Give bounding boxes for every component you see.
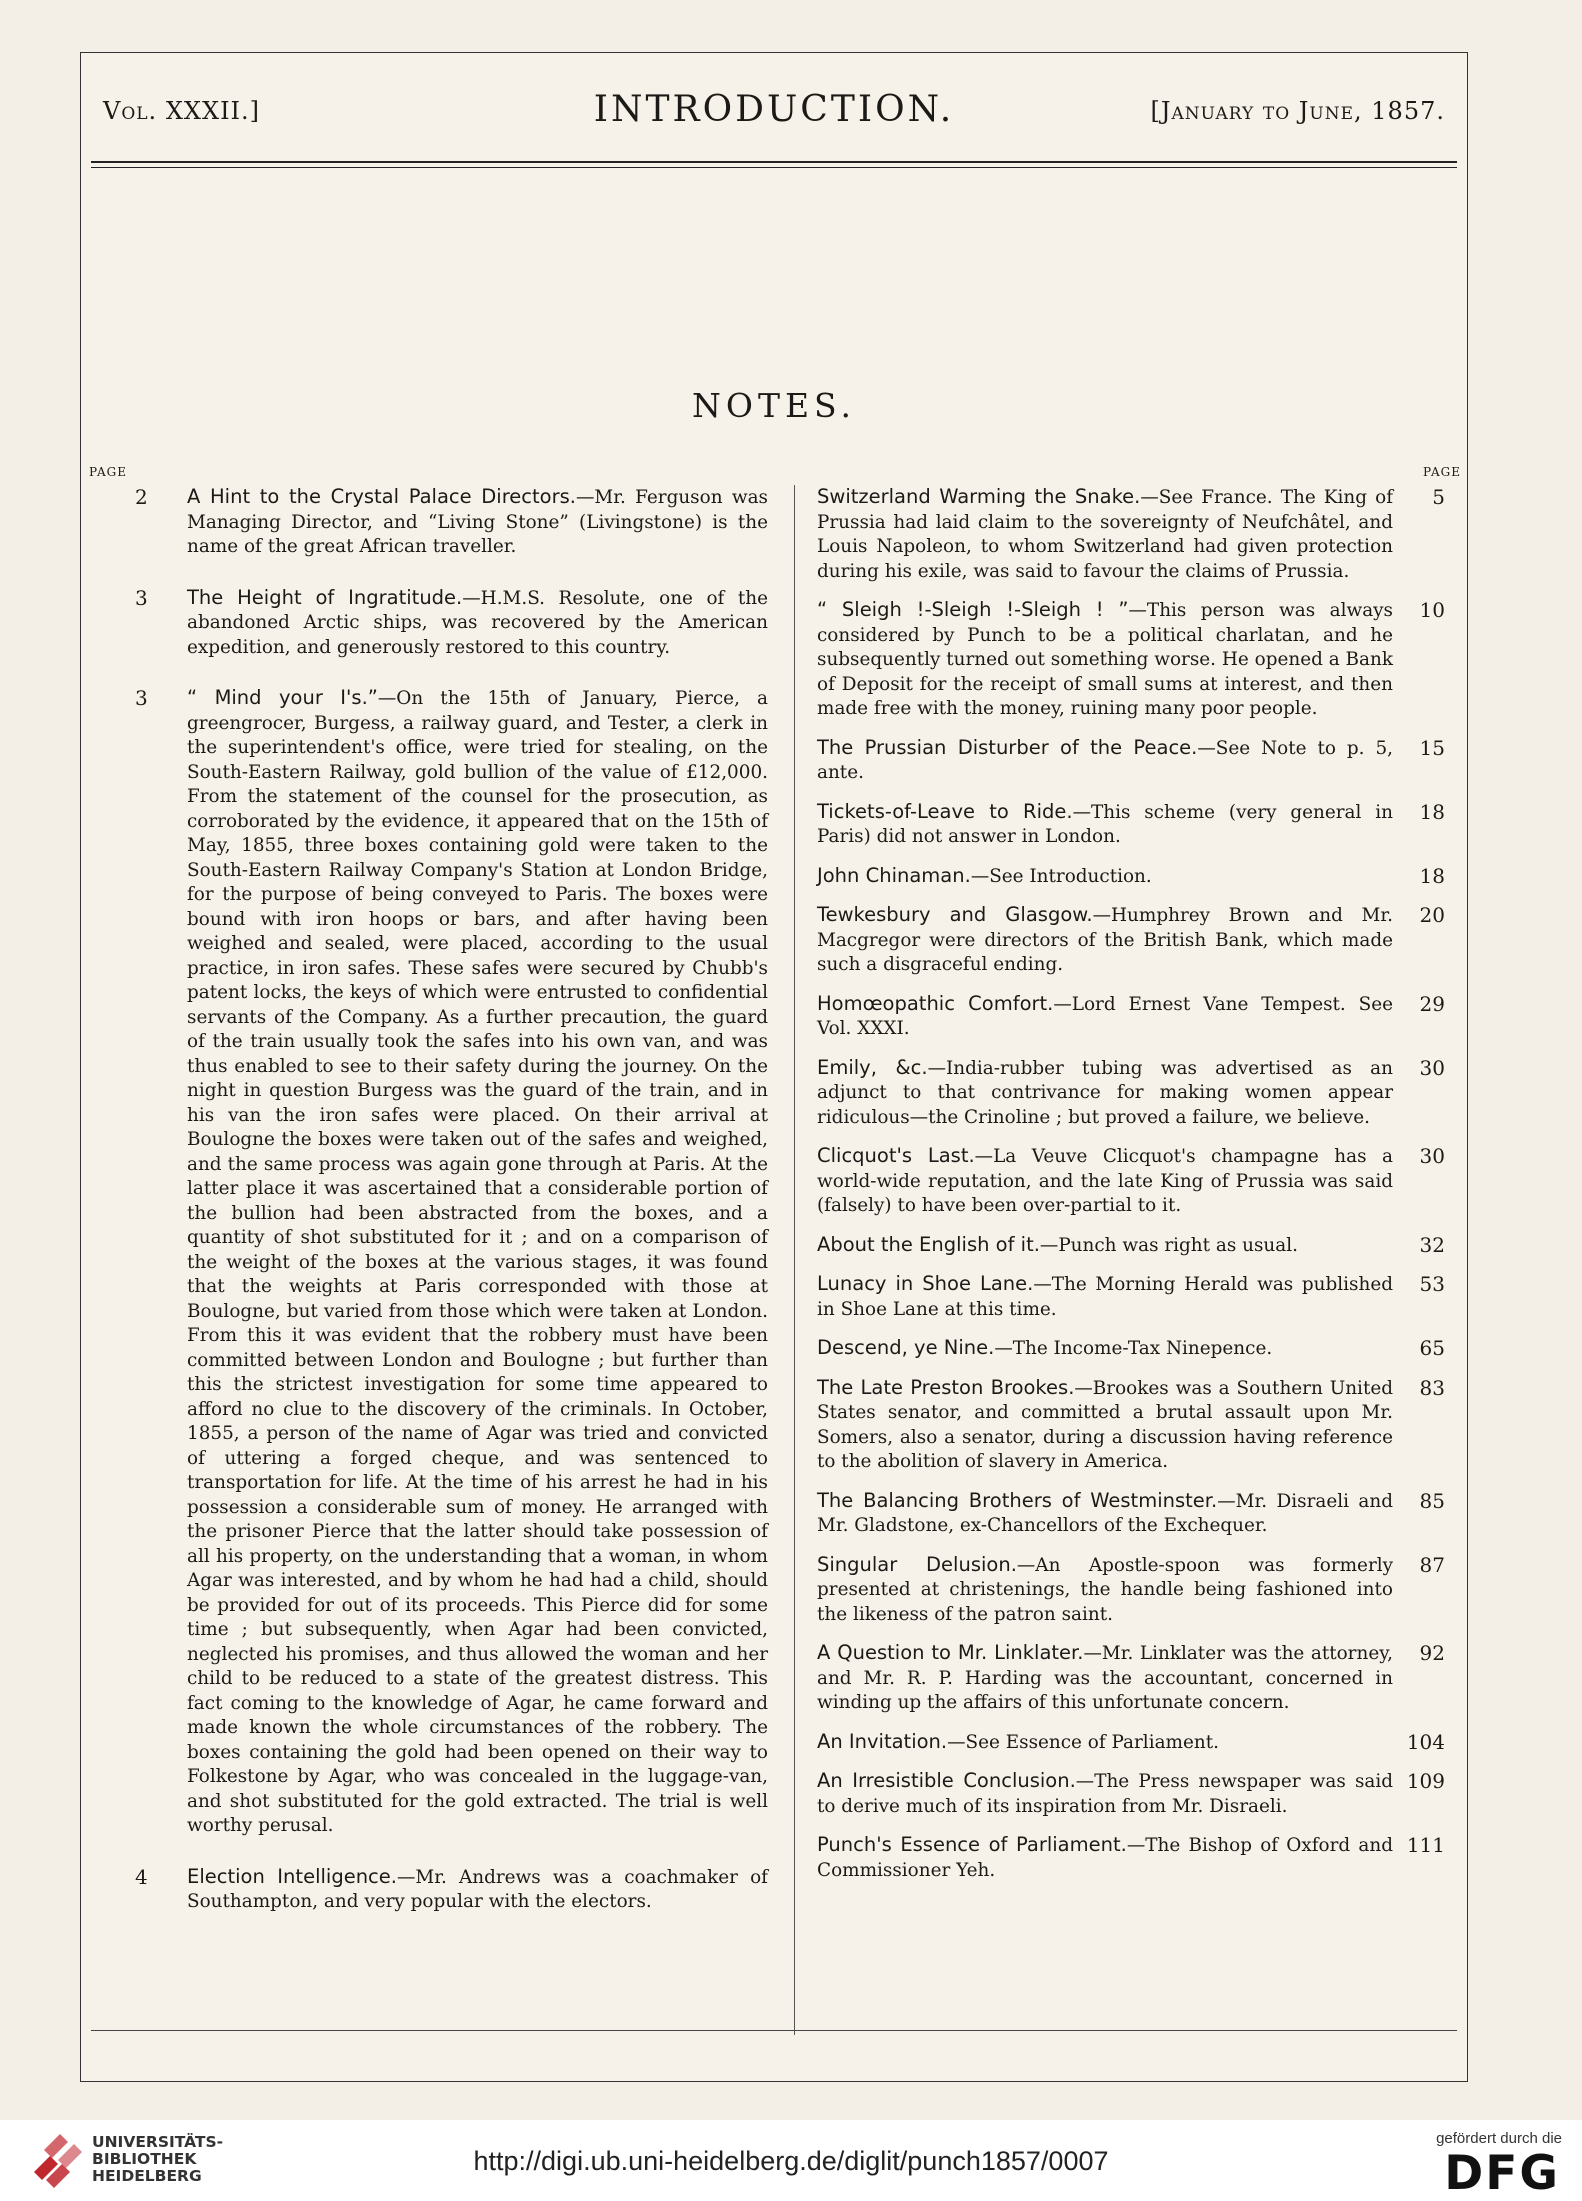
note-page-number: 83 (1419, 1375, 1445, 1400)
note-page-number: 65 (1419, 1336, 1445, 1360)
note-text: —Lord Ernest Vane Tempest. See Vol. XXXI. (817, 993, 1393, 1039)
note-entry (793, 1376, 1451, 1475)
note-page-number: 15 (1419, 735, 1445, 760)
note-text: —An Apostle-spoon was formerly presented at christenings, the handle being fashioned into the likeness of the patron saint. (817, 1554, 1394, 1625)
note-page-number: 3 (135, 686, 148, 710)
note-page-number: 29 (1419, 991, 1445, 1016)
note-entry (793, 1489, 1451, 1539)
note-heading: Punch's Essence of Parliament. (817, 1833, 1127, 1856)
dfg-logo: DFG (1444, 2146, 1560, 2201)
note-page-number: 87 (1419, 1552, 1445, 1577)
note-text: —Humphrey Brown and Mr. Macgregor were directors of the British Bank, which made such a disgraceful ending. (817, 905, 1394, 975)
note-text: —Brookes was a Southern United States senator, and committed a brutal assault upon Mr. Somers, also a senator, during a discussion having reference to the abolition of slavery in America. (817, 1377, 1393, 1472)
note-heading: The Balancing Brothers of Westminster. (817, 1488, 1218, 1512)
note-page-number: 104 (1406, 1729, 1445, 1754)
note-entry (123, 686, 768, 1839)
source-url-link[interactable]: http://digi.ub.uni-heidelberg.de/diglit/punch1857/0007 (473, 2146, 1109, 2176)
notes-column-left (123, 485, 768, 1915)
funded-by-label: gefördert durch die (1436, 2130, 1562, 2147)
bottom-rule (91, 2030, 1457, 2031)
notes-heading: NOTES. (692, 386, 856, 425)
note-text: —H.M.S. Resolute, one of the abandoned Arctic ships, was recovered by the American expedition, and generously restored to this country. (187, 587, 768, 658)
header-rule-thin (91, 167, 1457, 168)
note-page-number: 30 (1419, 1144, 1445, 1168)
note-heading: About the English of it. (817, 1232, 1040, 1256)
note-page-number: 5 (1432, 485, 1445, 509)
note-text: —Mr. Ferguson was Managing Director, and “Living Stone” (Livingstone) is the name of the great African traveller. (187, 487, 768, 557)
page-column-label-left: PAGE (89, 465, 127, 479)
note-entry (793, 1641, 1451, 1716)
note-heading: The Prussian Disturber of the Peace. (817, 735, 1198, 759)
note-entry (793, 1730, 1451, 1756)
date-range-label: [January to June, 1857. (1150, 97, 1445, 125)
note-text: —Mr. Linklater was the attorney, and Mr. R. P. Harding was the accountant, concerned in winding up the affairs of this unfortunate concern. (817, 1643, 1393, 1713)
note-heading: “ Sleigh !-Sleigh !-Sleigh ! ” (817, 598, 1129, 621)
note-heading: A Hint to the Crystal Palace Directors. (187, 485, 576, 508)
note-heading: The Late Preston Brookes. (817, 1375, 1075, 1399)
page-title: INTRODUCTION. (593, 89, 955, 130)
note-heading: Election Intelligence. (187, 1864, 397, 1888)
note-text: —Punch was right as usual. (1039, 1234, 1298, 1256)
note-page-number: 20 (1419, 903, 1445, 927)
note-page-number: 18 (1419, 799, 1445, 824)
note-page-number: 18 (1419, 863, 1445, 888)
note-entry (123, 586, 768, 661)
digitization-footer (0, 2120, 1582, 2201)
note-heading: Lunacy in Shoe Lane. (817, 1272, 1034, 1295)
note-entry (793, 598, 1451, 722)
page-column-label-right: PAGE (1423, 465, 1461, 479)
note-entry (793, 485, 1451, 584)
note-text: —See Introduction. (970, 865, 1152, 887)
note-text: —The Bishop of Oxford and Commissioner Yeh. (817, 1835, 1393, 1881)
header-rule (91, 161, 1457, 163)
note-entry (123, 1865, 768, 1915)
note-heading: Tickets-of-Leave to Ride. (817, 799, 1073, 823)
note-entry (793, 1553, 1451, 1628)
note-heading: An Irresistible Conclusion. (817, 1769, 1076, 1792)
note-page-number: 111 (1406, 1833, 1445, 1857)
note-entry (793, 1833, 1451, 1883)
note-page-number: 109 (1406, 1769, 1445, 1793)
note-page-number: 4 (135, 1864, 148, 1889)
note-text: —The Press newspaper was said to derive much of its inspiration from Mr. Disraeli. (817, 1771, 1394, 1817)
note-text: —On the 15th of January, Pierce, a greengrocer, Burgess, a railway guard, and Tester, a clerk in the superintendent's office, were tried for stealing, on the South-Eastern Railway, gold bullion of the value of £12,000. From the statement of the counsel for the prosecution, as corroborated by the evidence, it appeared that on the 15th of May, 1855, three boxes containing gold were taken to the South-Eastern Railway Company's Station at London Bridge, for the purpose of being conveyed to Paris. The boxes were bound with iron hoops or bars, and after having been weighed and sealed, were placed, according to the usual practice, in iron safes. These safes were secured by Chubb's patent locks, the keys of which were entrusted to confidential servants of the Company. As a further precaution, the guard of the train usually took the safes into his own van, and was thus enabled to see to their safety during the journey. On the night in question Burgess was the guard of the train, and in his van the iron safes were placed. On their arrival at Boulogne the boxes were taken out of the safes and weighed, and the same process was again gone through at Paris. At the latter place it was ascertained that a considerable portion of the bullion had been abstracted from the boxes, and a quantity of shot substituted for it ; and on a comparison of the weight of the boxes at the various stages, it was found that the weights at Paris corresponded with those at Boulogne, but varied from those which were taken at London. From this it was evident that the robbery must have been committed between London and Boulogne ; but further than this the strictest investigation for some time appeared to afford no clue to the discovery of the criminals. In October, 1855, a person of the name of Agar was tried and convicted of uttering a forged cheque, and was sentenced to transportation for life. At the time of his arrest he had in his possession a considerable sum of money. He arranged with the prisoner Pierce that the latter should take possession of all his property, on the understanding that a woman, in whom Agar was interested, and by whom he had had a child, should be provided for out of its proceeds. This Pierce did for some time ; but subsequently, when Agar had been convicted, neglected his promises, and thus allowed the woman and her child to be reduced to a state of the greatest distress. This fact coming to the knowledge of Agar, he came forward and made known the whole circumstances of the robbery. The boxes containing the gold had been opened on their way to Folkestone by Agar, who was concealed in the luggage-van, and shot substituted for the gold extracted. The trial is well worthy perusal. (187, 688, 768, 1836)
note-page-number: 2 (135, 485, 148, 509)
note-entry (793, 1272, 1451, 1322)
note-text: —This scheme (very general in Paris) did not answer in London. (817, 801, 1393, 847)
note-heading: Singular Delusion. (817, 1552, 1017, 1576)
university-library-name: UNIVERSITÄTS- BIBLIOTHEK HEIDELBERG (92, 2133, 224, 2185)
note-page-number: 85 (1419, 1488, 1445, 1513)
note-entry (793, 903, 1451, 978)
note-text: —See France. The King of Prussia had laid claim to the sovereignty of Neufchâtel, and Louis Napoleon, to whom Switzerland had given protection during his exile, was said to favour the claims of Prussia. (817, 487, 1393, 582)
note-entry (793, 1336, 1451, 1362)
note-heading: Switzerland Warming the Snake. (817, 485, 1141, 508)
note-text: —This person was always considered by Punch to be a political charlatan, and he subsequently turned out something worse. He opened a Bank of Deposit for the receipt of small sums at interest, and then made free with the money, ruining many poor people. (817, 600, 1393, 719)
note-text: —The Morning Herald was published in Shoe Lane at this time. (817, 1274, 1393, 1320)
note-text: —La Veuve Clicquot's champagne has a world-wide reputation, and the late King of Prussia was said (falsely) to have been over-partial to it. (817, 1146, 1393, 1216)
note-entry (793, 992, 1451, 1042)
note-heading: A Question to Mr. Linklater. (817, 1641, 1084, 1664)
note-page-number: 30 (1419, 1055, 1445, 1080)
note-entry (793, 1769, 1451, 1819)
note-heading: Homœopathic Comfort. (817, 991, 1054, 1015)
note-heading: Descend, ye Nine. (817, 1336, 995, 1359)
note-entry (793, 1056, 1451, 1131)
note-page-number: 32 (1419, 1232, 1445, 1257)
note-entry (793, 1144, 1451, 1219)
note-entry (793, 1233, 1451, 1259)
running-header (81, 89, 1467, 141)
note-heading: John Chinaman. (817, 863, 971, 887)
note-heading: An Invitation. (817, 1729, 948, 1753)
note-heading: Emily, &c. (817, 1055, 928, 1079)
note-entry (793, 800, 1451, 850)
note-entry (793, 736, 1451, 786)
note-page-number: 92 (1419, 1641, 1445, 1665)
note-text: —The Income-Tax Ninepence. (994, 1338, 1273, 1359)
note-text: —See Note to p. 5, ante. (817, 737, 1393, 783)
note-text: —India-rubber tubing was advertised as an adjunct to that contrivance for making women appear ridiculous—the Crinoline ; but proved a failure, we believe. (817, 1057, 1393, 1128)
note-entry (793, 864, 1451, 890)
note-entry (123, 485, 768, 560)
note-page-number: 53 (1419, 1272, 1445, 1296)
notes-column-right (793, 485, 1451, 1883)
volume-label: Vol. XXXII.] (103, 97, 261, 125)
note-text: —Mr. Andrews was a coachmaker of Southampton, and very popular with the electors. (187, 1866, 768, 1912)
book-page (80, 52, 1468, 2082)
note-text: —See Essence of Parliament. (947, 1731, 1219, 1753)
note-page-number: 3 (135, 585, 148, 610)
note-heading: The Height of Ingratitude. (187, 585, 463, 609)
note-heading: Tewkesbury and Glasgow. (817, 903, 1093, 926)
note-page-number: 10 (1419, 598, 1445, 622)
note-heading: “ Mind your I's.” (187, 686, 378, 709)
note-text: —Mr. Disraeli and Mr. Gladstone, ex-Chancellors of the Exchequer. (817, 1490, 1393, 1536)
note-heading: Clicquot's Last. (817, 1144, 975, 1167)
